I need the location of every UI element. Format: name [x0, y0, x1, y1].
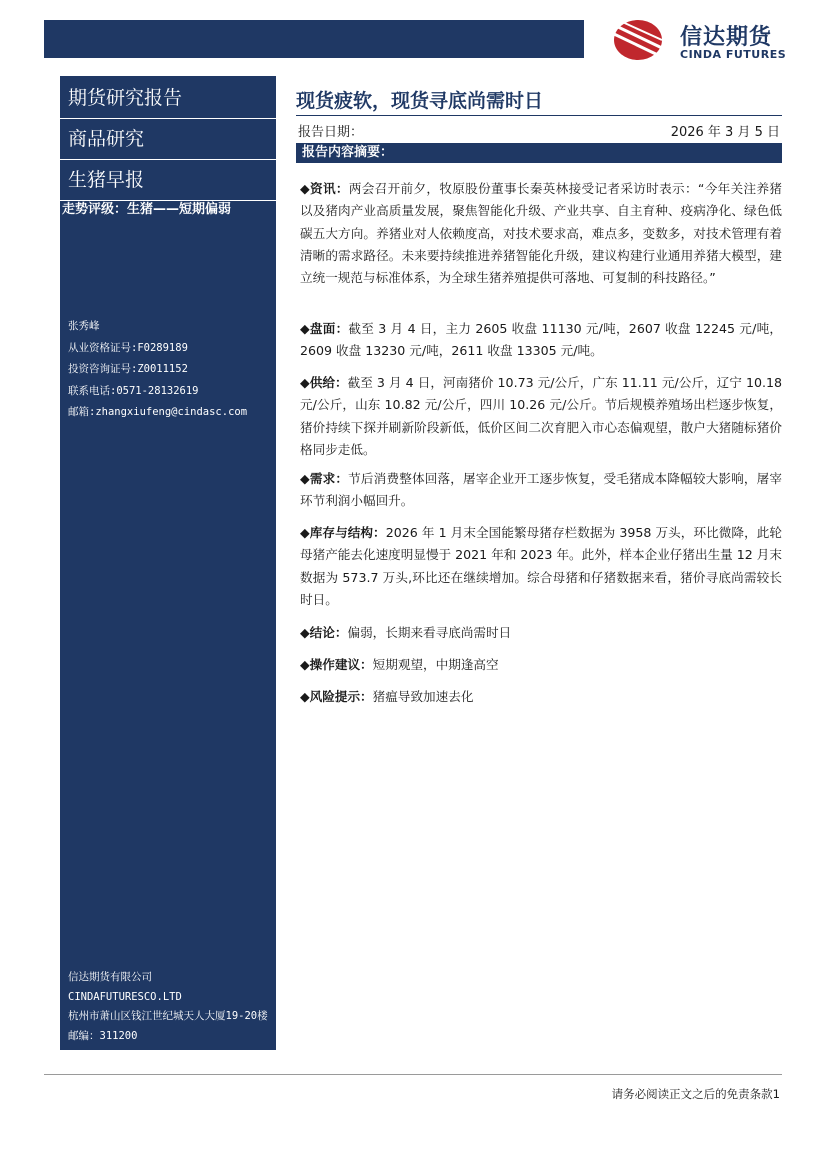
- logo-text-en: CINDA FUTURES: [680, 48, 787, 61]
- logo-mark-icon: [604, 14, 668, 64]
- sidebar-item-report-name: 生猪早报: [60, 160, 276, 201]
- page-title: 现货疲软，现货寻底尚需时日: [296, 90, 544, 112]
- license-number: 从业资格证号:F0289189: [68, 341, 188, 354]
- analyst-name: 张秀峰: [68, 320, 100, 332]
- section-news: ◆资讯：两会召开前夕，牧原股份董事长秦英林接受记者采访时表示：“今年关注养猪以及猪肉产业高质量发展，聚焦智能化升级、产业共享、自主育种、疫病净化、绿色低碳五大方向。养猪业对人依赖度高，对技术要求高，难点多，变数多，对技术管理有着清晰的需求路径。未来要持续推进养猪智能化升级，建议构建行业通用养猪大模型，建立统一规范与标准体系，为全球生猪养殖提供可落地、可复制的科技路径。”: [300, 181, 782, 286]
- date-label: 报告日期：: [298, 125, 364, 140]
- section-inventory: ◆库存与结构：2026 年 1 月末全国能繁母猪存栏数据为 3958 万头，环比微降，此轮母猪产能去化速度明显慢于 2021 年和 2023 年。此外，样本企业仔猪出生量 12 月末数据为 573.7 万头,环比还在继续增加。综合母猪和仔猪数据来看，猪价寻底尚需较长时日。: [300, 525, 783, 607]
- footer-divider: [44, 1074, 782, 1075]
- sidebar-item-category: 商品研究: [60, 119, 276, 160]
- sidebar: [60, 76, 276, 1050]
- top-banner: [44, 20, 584, 58]
- report-date-row: [298, 121, 780, 140]
- summary-header: 报告内容摘要：: [296, 143, 782, 163]
- phone-number: 联系电话:0571-28132619: [68, 384, 199, 397]
- section-demand: ◆需求：节后消费整体回落，屠宰企业开工逐步恢复，受毛猪成本降幅较大影响，屠宰环节利润小幅回升。: [300, 471, 783, 509]
- company-logo: [604, 14, 794, 64]
- trend-rating: 走势评级：生猪——短期偏弱: [62, 202, 232, 217]
- consult-number: 投资咨询证号:Z0011152: [68, 363, 188, 375]
- company-name: 信达期货有限公司: [68, 971, 152, 983]
- analyst-contact: [68, 316, 247, 424]
- section-market: ◆盘面：截至 3 月 4 日，主力 2605 收盘 11130 元/吨，2607 收盘 12245 元/吨，2609 收盘 13230 元/吨，2611 收盘 13305 元/吨。: [300, 321, 782, 359]
- company-website: CINDAFUTURESCO.LTD: [68, 990, 182, 1003]
- section-supply: ◆供给：截至 3 月 4 日，河南猪价 10.73 元/公斤，广东 11.11 元/公斤，辽宁 10.18 元/公斤，山东 10.82 元/公斤，四川 10.26 元/公斤。节后规模养殖场出栏逐步恢复，猪价持续下探并刷新阶段新低，低价区间二次育肥入市心态偏观望，散户大猪随标猪价格同步走低。: [300, 375, 783, 457]
- disclaimer-note: 请务必阅读正文之后的免责条款1: [611, 1087, 780, 1101]
- logo-text-cn: 信达期货: [680, 25, 773, 50]
- date-value: 2026 年 3 月 5 日: [670, 125, 780, 140]
- title-divider: [296, 115, 782, 116]
- company-info: [68, 968, 268, 1046]
- sidebar-item-report-type: 期货研究报告: [60, 78, 276, 119]
- company-address: 杭州市萧山区钱江世纪城天人大厦19-20楼: [68, 1010, 268, 1022]
- section-advice: ◆操作建议：短期观望，中期逢高空: [300, 657, 499, 672]
- email-address: 邮箱:zhangxiufeng@cindasc.com: [68, 406, 248, 418]
- section-risk: ◆风险提示：猪瘟导致加速去化: [300, 689, 474, 704]
- section-conclusion: ◆结论：偏弱，长期来看寻底尚需时日: [300, 625, 512, 640]
- company-postcode: 邮编：311200: [68, 1029, 138, 1042]
